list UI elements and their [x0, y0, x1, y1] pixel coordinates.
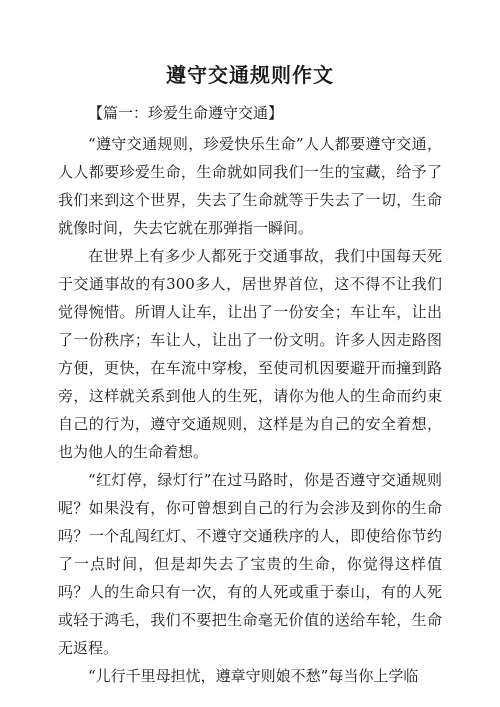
paragraph-2: 在世界上有多少人都死于交通事故，我们中国每天死于交通事故的有300多人，居世界首位，这不得不让我们觉得惋惜。所谓人让车，让出了一份安全；车让车，让出了一份秩序；车让人，让出了一份文明。许多人因走路图方便，更快，在车流中穿梭，至使司机因要避开而撞到路旁，这样就关系到他人的生死，请你为他人的生命而约束自己的行为，遵守交通规则，这样是为自己的安全着想，也为他人的生命着想。: [58, 247, 442, 461]
section-heading: 【篇一：珍爱生命遵守交通】: [88, 104, 284, 122]
paragraph-3: “红灯停，绿灯行”在过马路时，你是否遵守交通规则呢？如果没有，你可曾想到自己的行为会涉及到你的生命吗？一个乱闯红灯、不遵守交通秩序的人，即使给你节约了一点时间，但是却失去了宝贵的生命，你觉得这样值吗？人的生命只有一次，有的人死或重于泰山，有的人死或轻于鸿毛，我们不要把生命毫无价值的送给车轮，生命无返程。: [58, 471, 442, 657]
paragraph-4: “儿行千里母担忧，遵章守则娘不愁”每当你上学临: [88, 667, 419, 685]
paragraph-1: “遵守交通规则，珍爱快乐生命”人人都要遵守交通，人人都要珍爱生命，生命就如同我们一生的宝藏，给予了我们来到这个世界，失去了生命就等于失去了一切，生命就像时间，失去它就在那弹指一瞬间。: [58, 135, 442, 237]
document-title: 遵守交通规则作文: [166, 63, 334, 87]
